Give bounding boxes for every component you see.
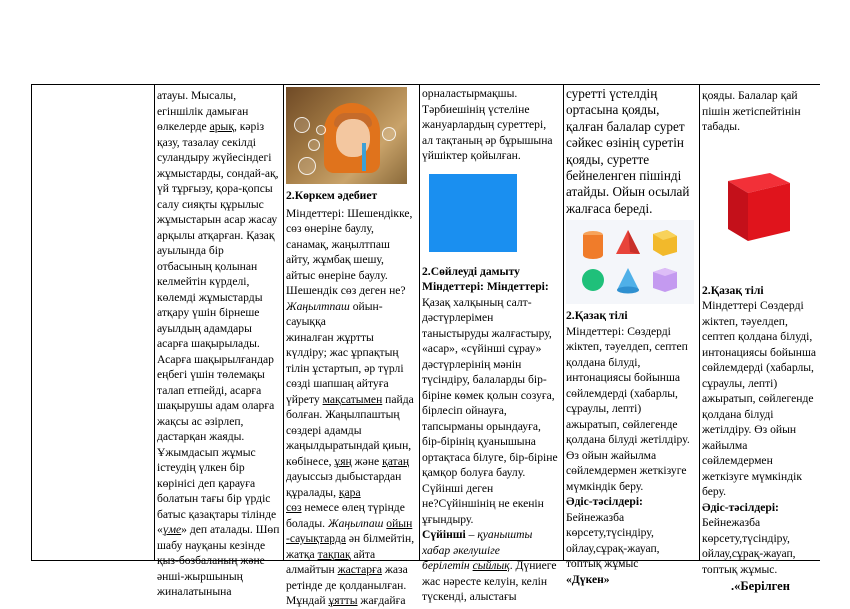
text-line: дауыссыз дыбыстардан	[286, 470, 402, 483]
text-fragment: құралады,	[286, 485, 339, 499]
tasks-label: Міндеттері: Міндеттері:	[422, 280, 549, 293]
text-line: жұмыстарды, сондай-ақ,	[157, 166, 279, 180]
methods-label: Әдіс-тәсілдері:	[566, 495, 643, 509]
text-line: Тәрбиешінің үстеліне	[422, 102, 530, 116]
text-line: жалғаса береді.	[566, 200, 653, 216]
text-fragment: өлкелерде	[157, 120, 210, 133]
italic-term: үме	[162, 523, 182, 536]
italic-line: хабар әкелушіге	[422, 543, 500, 557]
text-line: сөйлемдермен жеткізуге	[566, 464, 687, 478]
underlined-word: ұяң	[334, 454, 352, 468]
text-fragment: ән білмейтін,	[345, 532, 415, 545]
text-fragment: Мұндай	[286, 594, 329, 607]
text-fragment: жағдайға	[357, 594, 406, 607]
text-line: көлемді жұмыстарды	[157, 290, 263, 304]
text-line: біріне көмек қолын созуға,	[422, 388, 555, 402]
text-line: түсіндіру, балаларды бір-	[422, 373, 547, 386]
text-line: әнші-жыршының	[157, 569, 243, 583]
text-line: шақырушы адам оларға	[157, 399, 275, 412]
text-line: Асарға шақырылғандар	[157, 352, 274, 366]
text-line: атқару үшін бірнеше	[157, 306, 260, 319]
text-line: бейнеленген пішінді	[566, 168, 682, 184]
text-fragment: жаза	[381, 563, 408, 576]
italic-term: Жаңылтпаш	[286, 299, 350, 313]
text-line: жануарлардың суреттері,	[422, 118, 547, 131]
text-line: қалған балалар сурет	[566, 118, 685, 134]
text-line: салу сияқты құрылыс	[157, 197, 264, 211]
underlined-word: тақпақ	[317, 547, 351, 561]
text-line: топтық жұмыс	[566, 557, 639, 571]
text-line: көрсету,түсіндіру,	[702, 531, 790, 545]
game-title: «Дүкен»	[566, 572, 610, 586]
geometric-shapes-image	[566, 220, 694, 304]
text-line: жиналған жұртты	[286, 330, 374, 344]
text-fragment: жатқа	[286, 547, 318, 561]
text-line: сөз өнеріне баулу,	[286, 222, 374, 235]
text-line: сөзді шапшаң айтуға	[286, 377, 389, 390]
text-line	[286, 454, 419, 470]
text-line	[286, 500, 419, 516]
underlined-word: қатаң	[382, 454, 410, 468]
text-line	[286, 485, 419, 501]
text-line: Сүйінші деген	[422, 481, 494, 495]
underlined-word: мақсатымен	[322, 392, 383, 406]
underlined-word: қара	[338, 485, 361, 499]
text-line: көрсету,түсіндіру,	[566, 526, 654, 540]
text-fragment: айта	[350, 547, 376, 561]
text-line: жеткізуге мүмкіндік	[702, 469, 802, 483]
text-line: істеудің үлкен бір	[157, 461, 245, 474]
text-line: сөйлемдерді (хабарлы,	[702, 361, 814, 374]
text-line: ажыратып, сөйлегенде	[566, 417, 678, 431]
text-line	[286, 299, 419, 330]
underlined-word: сыйлық	[472, 559, 510, 572]
text-line: топтық жұмыс.	[702, 562, 778, 576]
text-line: орналастырмақшы.	[422, 87, 518, 100]
text-line: асарға шақырылады.	[157, 337, 260, 350]
text-line: сәйкес өзінің суретін	[566, 135, 684, 151]
text-fragment: немесе өлең түрінде	[301, 501, 405, 514]
text-line: күлдіру; жас ұрпақтың	[286, 346, 399, 359]
text-fragment: көбінесе,	[286, 454, 335, 468]
text-fragment: үйрету	[286, 392, 323, 406]
text-line	[286, 392, 419, 408]
column-kazakh-language-1	[566, 86, 700, 587]
text-line: интонациясы бойынша	[702, 345, 817, 359]
text-line: пішін жетіспейтінін	[702, 104, 801, 118]
game-title: .«Берілген	[731, 579, 790, 593]
text-fragment: , кәріз	[233, 120, 265, 133]
section-heading: 2.Қазақ тілі	[702, 283, 764, 297]
column-divider	[419, 84, 420, 560]
text-line: қояды, суретте	[566, 151, 650, 167]
underlined-word: -сауықтарда	[286, 532, 346, 545]
text-line	[422, 527, 563, 543]
text-fragment: алмайтын	[286, 563, 338, 576]
text-line: шабу науқаны кезінде	[157, 538, 266, 552]
section-heading: 2.Көркем әдебиет	[286, 189, 378, 202]
text-line: қамқор болуға баулу.	[422, 466, 526, 479]
text-line: болатын тағы бір үрдіс	[157, 492, 271, 505]
text-line: суретті үстелдің	[566, 86, 658, 101]
italic-fragment: берілетін	[422, 559, 473, 572]
methods-label: Әдіс-тәсілдері:	[702, 500, 779, 514]
text-line: қыз-бозбаланың және	[157, 554, 265, 567]
text-line: үйшіктер қойылған.	[422, 149, 521, 162]
text-line: жіктеп, тәуелдеп, септеп	[566, 340, 688, 354]
text-line: жас нәресте келуін, келін	[422, 574, 548, 588]
column-asar-text	[157, 88, 283, 600]
text-line: жұмыстарын асар жасау	[157, 213, 278, 226]
text-line	[422, 558, 563, 574]
text-line: мүмкіндік беру.	[566, 479, 644, 493]
underlined-word: сөз	[286, 501, 302, 514]
section-heading: 2.Қазақ тілі	[566, 309, 628, 323]
text-line: ортақтаса білуге, бір-біріне	[422, 450, 558, 464]
text-line: түскенді, алыстағы	[422, 590, 517, 603]
text-line: дәстүрлерінің мәнін	[422, 357, 522, 371]
text-line	[286, 547, 419, 563]
bold-term: Сүйінші	[422, 528, 466, 541]
text-line: ал тақтаның әр бұрышына	[422, 133, 553, 147]
text-line: қолдана білуді жетілдіру.	[566, 433, 690, 447]
text-line: Міндеттері: Сөздерді	[566, 324, 671, 338]
text-line: қолдана білуді,	[566, 355, 641, 369]
underlined-word: ұятты	[328, 594, 358, 607]
text-line: дастарқан жаяды.	[157, 430, 245, 443]
blue-square-shape	[429, 174, 517, 252]
column-literature	[286, 87, 419, 609]
text-line: тілін ұстартып, әр түрлі	[286, 361, 404, 375]
text-fragment: пайда	[382, 392, 414, 406]
text-line: табады.	[702, 120, 740, 133]
text-line: еңбегі үшін төлемақы	[157, 368, 265, 381]
text-line: Бейнежазба	[566, 510, 625, 524]
text-line: жетілдіру. Өз ойын	[702, 423, 797, 436]
text-line	[286, 516, 419, 532]
text-line: «асар», «сүйінші сұрау»	[422, 342, 542, 355]
red-cube-image	[724, 165, 794, 243]
text-line: Міндеттері Сөздерді	[702, 299, 804, 312]
text-line: тапсырманы орындауға,	[422, 419, 541, 433]
text-line: қазу, тазалау секілді	[157, 135, 256, 149]
text-line: ауылдың адамдары	[157, 321, 252, 335]
text-line: ұғындыру.	[422, 512, 474, 526]
text-line: бір-бірінің қуанышына	[422, 435, 536, 448]
text-line: суландыру жүйесіндегі	[157, 151, 272, 164]
text-line	[286, 593, 419, 609]
underlined-word: жастарға	[337, 563, 382, 576]
text-line: сөйлемдерді (хабарлы,	[566, 386, 678, 400]
text-line: ауылында бір	[157, 244, 224, 257]
text-line: жаңылдыратындай қиын,	[286, 439, 412, 452]
text-line: интонациясы бойынша	[566, 371, 681, 385]
text-line: Шешендік сөз деген не?	[286, 284, 406, 297]
italic-term: Жаңылпаш	[327, 516, 384, 530]
text-line: ойлау,сұрақ-жауап,	[566, 541, 660, 555]
text-line: сұраулы, лепті)	[566, 402, 642, 416]
column-divider	[283, 84, 284, 560]
underlined-word: арық	[209, 120, 234, 133]
text-line: атайды. Ойын осылай	[566, 184, 690, 200]
text-line: ажыратып, сөйлегенде	[702, 392, 814, 405]
text-line: айту, жұмбақ шешу,	[286, 253, 384, 266]
text-fragment: . Дүниеге	[509, 559, 557, 572]
text-line: Міндеттері: Шешендікке,	[286, 206, 413, 220]
text-line: не?Сүйіншінің не екенін	[422, 497, 544, 510]
text-line: талап етпейді, асарға	[157, 383, 262, 397]
text-line: отбасының қолынан	[157, 259, 258, 273]
text-line: егіншілік дамыған	[157, 104, 249, 118]
text-line: көрінісі деп қарауға	[157, 476, 256, 490]
text-line: санамақ, жаңылтпаш	[286, 237, 390, 251]
text-line: ортасына қояды,	[566, 102, 660, 118]
text-line: таныстыруды жалғастыру,	[422, 326, 552, 340]
text-line: Бейнежазба	[702, 516, 761, 529]
text-line: айтыс өнеріне баулу.	[286, 268, 388, 282]
text-fragment: ойын-сауыққа	[286, 299, 383, 328]
italic-fragment: – қуанышты	[465, 528, 533, 541]
text-line: ойлау,сұрақ-жауап,	[702, 547, 796, 560]
text-line	[157, 119, 283, 135]
text-line: беру.	[702, 485, 727, 498]
text-line: жақсы ас әзірлеп,	[157, 414, 244, 428]
text-line: батыс қазақтары тілінде	[157, 507, 277, 521]
text-line: жайылма сөйлемдермен	[702, 438, 773, 467]
text-line: Өз ойын жайылма	[566, 448, 657, 462]
text-line: жіктеп, тәуелдеп,	[702, 314, 788, 328]
text-line: Қазақ халқының салт-	[422, 295, 532, 309]
text-line: бірлесіп ойнауға,	[422, 404, 507, 417]
text-line: қолдана білуді	[702, 407, 774, 421]
text-line: «үме» деп аталады. Шөп	[157, 523, 280, 536]
red-cube-illustration	[724, 165, 794, 243]
text-line: дәстүрлерімен	[422, 311, 494, 324]
text-line: үй тұрғызу, қора-қопсы	[157, 182, 273, 195]
text-line	[286, 531, 419, 547]
text-line: сөздері адамды	[286, 423, 362, 437]
text-line: келмейтін күрделі,	[157, 275, 250, 288]
shapes-illustration	[566, 220, 694, 304]
text-fragment: болады.	[286, 516, 328, 530]
child-bubbles-photo	[286, 87, 407, 184]
text-line: атауы. Мысалы,	[157, 89, 237, 102]
text-line: болған. Жаңылпаштың	[286, 408, 400, 421]
column-kazakh-language-2	[702, 88, 819, 595]
text-line: арқылы атқарған. Қазақ	[157, 228, 275, 242]
column-divider	[154, 84, 155, 560]
column-divider	[563, 84, 564, 560]
text-line	[286, 562, 419, 578]
section-heading: 2.Сөйлеуді дамыту	[422, 264, 520, 278]
text-line: Ұжымдасып жұмыс	[157, 445, 256, 459]
text-fragment: және	[351, 454, 383, 468]
text-line: септеп қолдана білуді,	[702, 330, 813, 343]
text-line: сұраулы, лепті)	[702, 376, 778, 390]
text-line: жиналатынына	[157, 585, 232, 598]
text-line: ретінде де қолданылған.	[286, 578, 407, 592]
underlined-word: ойын	[386, 516, 413, 530]
text-line: қояды. Балалар қай	[702, 89, 798, 102]
column-speech-development	[422, 86, 563, 605]
